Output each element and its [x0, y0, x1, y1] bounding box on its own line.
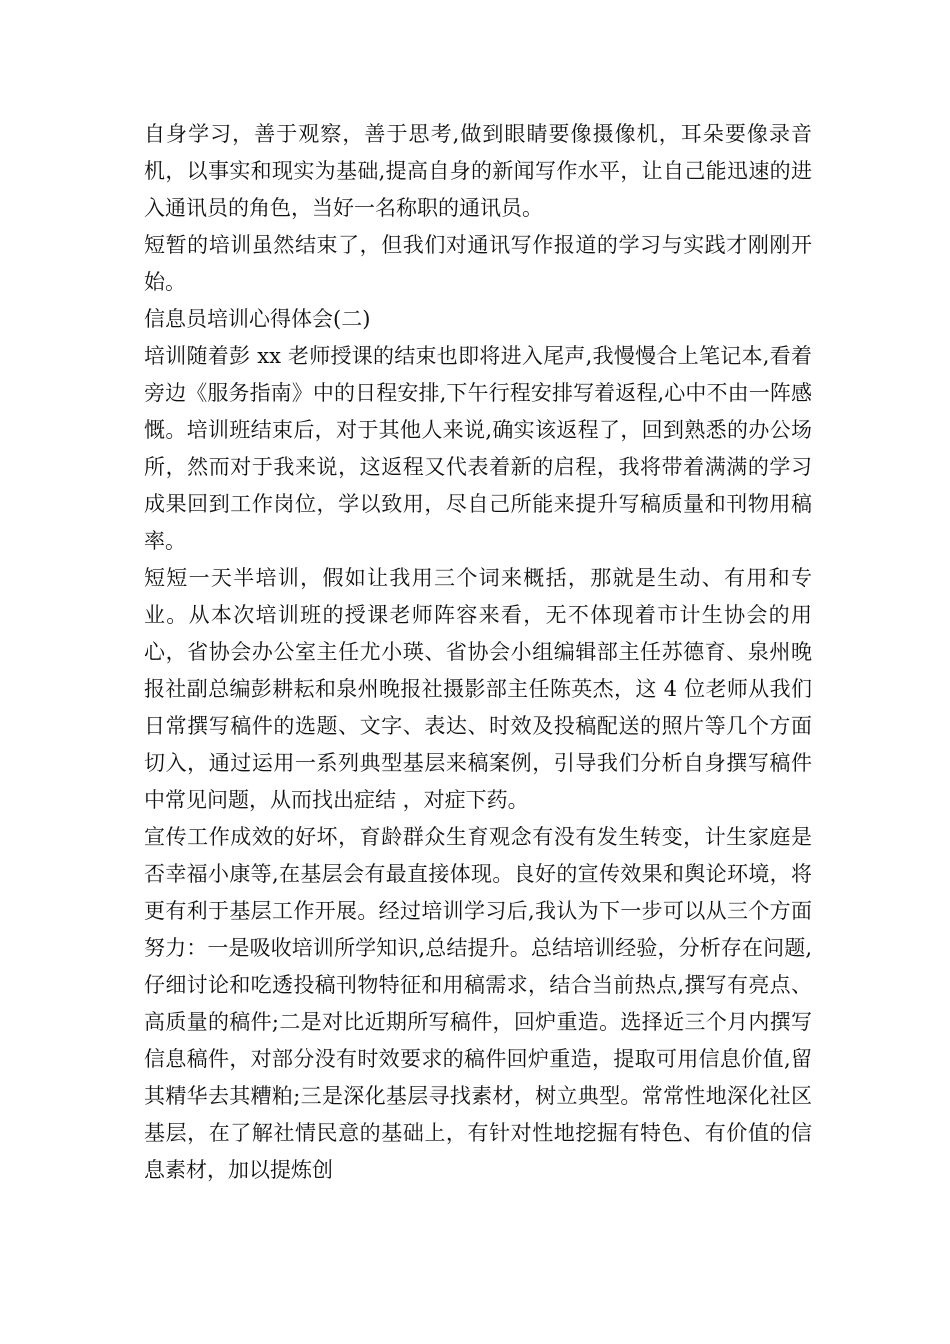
document-body	[144, 116, 812, 1189]
paragraph-5: 宣传工作成效的好坏，育龄群众生育观念有没有发生转变，计生家庭是否幸福小康等,在基层会有最直接体现。良好的宣传效果和舆论环境，将更有利于基层工作开展。经过培训学习后,我认为下一步可以从三个方面努力：一是吸收培训所学知识,总结提升。总结培训经验，分析存在问题,仔细讨论和吃透投稿刊物特征和用稿需求，结合当前热点,撰写有亮点、高质量的稿件;二是对比近期所写稿件，回炉重造。选择近三个月内撰写信息稿件，对部分没有时效要求的稿件回炉重造，提取可用信息价值,留其精华去其糟粕;三是深化基层寻找素材，树立典型。常常性地深化社区基层，在了解社情民意的基础上，有针对性地挖掘有特色、有价值的信息素材，加以提炼创	[144, 825, 812, 1182]
paragraph-2: 短暂的培训虽然结束了，但我们对通讯写作报道的学习与实践才刚刚开始。	[144, 233, 812, 294]
section-heading: 信息员培训心得体会(二)	[144, 307, 371, 331]
paragraph-4: 短短一天半培训，假如让我用三个词来概括，那就是生动、有用和专业。从本次培训班的授课老师阵容来看，无不体现着市计生协会的用心，省协会办公室主任尤小瑛、省协会小组编辑部主任苏德育、泉州晚报社副总编彭耕耘和泉州晚报社摄影部主任陈英杰，这 4 位老师从我们日常撰写稿件的选题、文字、表达、时效及投稿配送的照片等几个方面切入，通过运用一系列典型基层来稿案例，引导我们分析自身撰写稿件中常见问题，从而找出症结 ，对症下药。	[144, 566, 812, 812]
paragraph-1: 自身学习，善于观察，善于思考,做到眼睛要像摄像机，耳朵要像录音机，以事实和现实为基础,提高自身的新闻写作水平，让自己能迅速的进入通讯员的角色，当好一名称职的通讯员。	[144, 122, 812, 220]
paragraph-3: 培训随着彭 xx 老师授课的结束也即将进入尾声,我慢慢合上笔记本,看着旁边《服务指南》中的日程安排,下午行程安排写着返程,心中不由一阵感慨。培训班结束后，对于其他人来说,确实该返程了，回到熟悉的办公场所，然而对于我来说，这返程又代表着新的启程，我将带着满满的学习成果回到工作岗位，学以致用，尽自己所能来提升写稿质量和刊物用稿率。	[144, 344, 812, 553]
